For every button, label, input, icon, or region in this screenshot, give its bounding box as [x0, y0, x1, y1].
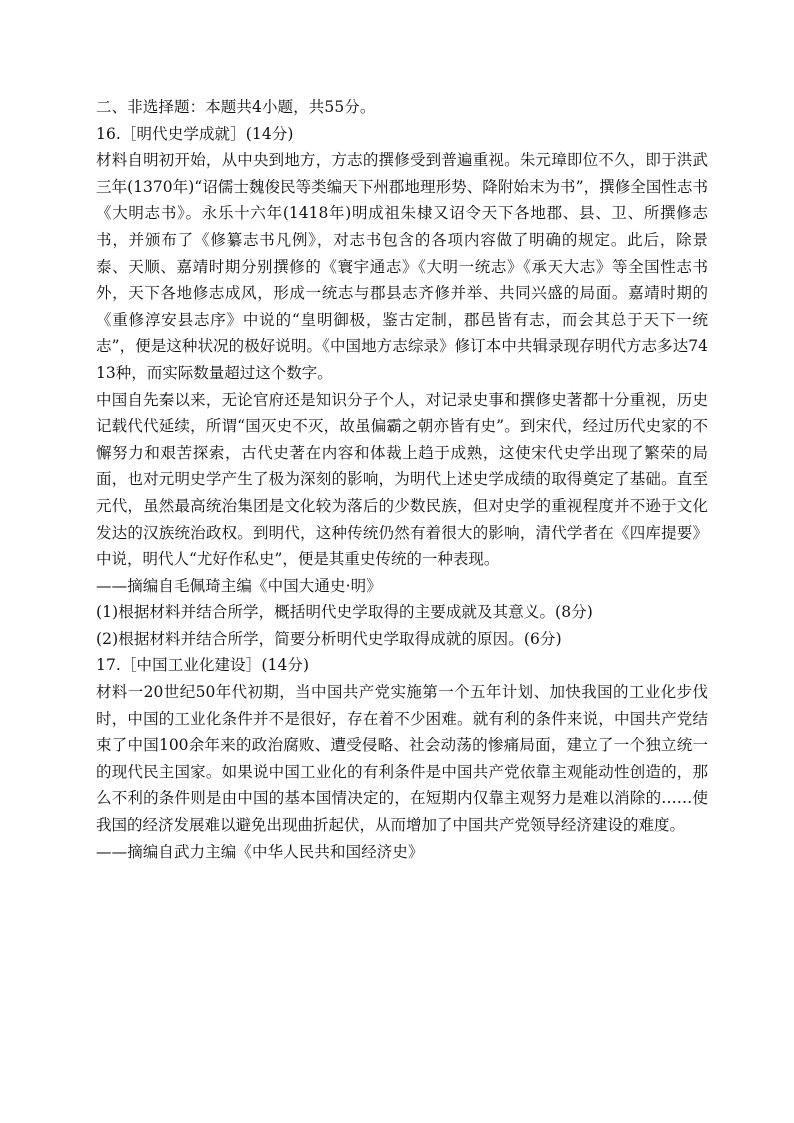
q16-material-1: 材料自明初开始，从中央到地方，方志的撰修受到普遍重视。朱元璋即位不久，即于洪武三年(1370年)“诏儒士魏俊民等类编天下州郡地理形势、降附始末为书”，撰修全国性志书《大明志书》。永乐十六年(1418年)明成祖朱棣又诏令天下各地郡、县、卫、所撰修志书，并颁布了《修纂志书凡例》，对志书包含的各项内容做了明确的规定。此后，除景泰、天顺、嘉靖时期分别撰修的《寰宇通志》《大明一统志》《承天大志》等全国性志书外，天下各地修志成风，形成一统志与郡县志齐修并举、共同兴盛的局面。嘉靖时期的《重修淳安县志序》中说的“皇明御极，鉴古定制，郡邑皆有志，而会其总于天下一统志”，便是这种状况的极好说明。《中国地方志综录》修订本中共辑录现存明代方志多达7413种，而实际数量超过这个数字。	[96, 151, 708, 382]
q17-title: 17.［中国工业化建设］(14分)	[96, 656, 310, 675]
q17-material-1: 材料一20世纪50年代初期，当中国共产党实施第一个五年计划、加快我国的工业化步伐时，中国的工业化条件并不是很好，存在着不少困难。就有利的条件来说，中国共产党结束了中国100余年来的政治腐败、遭受侵略、社会动荡的惨痛局面，建立了一个独立统一的现代民主国家。如果说中国工业化的有利条件是中国共产党依靠主观能动性创造的，那么不利的条件则是由中国的基本国情决定的，在短期内仅靠主观努力是难以消除的……使我国的经济发展难以避免出现曲折起伏，从而增加了中国共产党领导经济建设的难度。	[96, 683, 708, 835]
q16-question-2: (2)根据材料并结合所学，简要分析明代史学取得成就的原因。(6分)	[96, 629, 562, 648]
q16-question-1: (1)根据材料并结合所学，概括明代史学取得的主要成就及其意义。(8分)	[96, 603, 593, 622]
q16-material-2: 中国自先秦以来，无论官府还是知识分子个人，对记录史事和撰修史著都十分重视，历史记载代代延续，所谓“国灭史不灭，故虽偏霸之朝亦皆有史”。到宋代，经过历代史家的不懈努力和艰苦探索，古代史著在内容和体裁上趋于成熟，这使宋代史学出现了繁荣的局面，也对元明史学产生了极为深刻的影响，为明代上述史学成绩的取得奠定了基础。直至元代，虽然最高统治集团是文化较为落后的少数民族，但对史学的重视程度并不逊于文化发达的汉族统治政权。到明代，这种传统仍然有着很大的影响，清代学者在《四库提要》中说，明代人“尤好作私史”，便是其重史传统的一种表现。	[96, 390, 708, 569]
q17-source: ——摘编自武力主编《中华人民共和国经济史》	[96, 842, 424, 861]
section-heading: 二、非选择题：本题共4小题，共55分。	[96, 98, 376, 116]
exam-page	[96, 94, 708, 865]
q16-source: ——摘编自毛佩琦主编《中国大通史·明》	[96, 576, 382, 595]
q16-title: 16.［明代史学成就］(14分)	[96, 124, 294, 143]
